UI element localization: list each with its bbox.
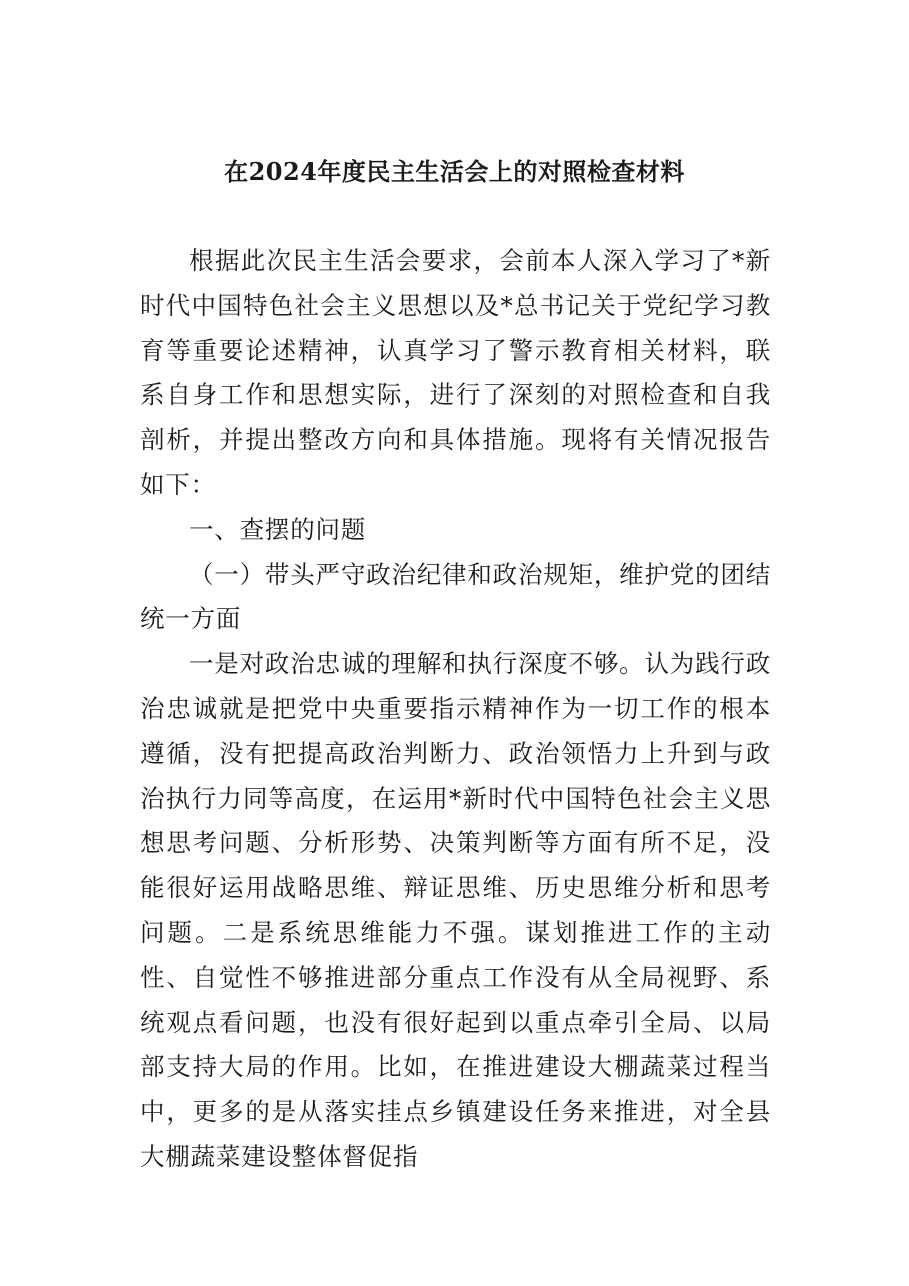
body-paragraph: 一是对政治忠诚的理解和执行深度不够。认为践行政治忠诚就是把党中央重要指示精神作为一切工作的根本遵循，没有把提高政治判断力、政治领悟力上升到与政治执行力同等高度，在运用*新时代中国特色社会主义思想思考问题、分析形势、决策判断等方面有所不足，没能很好运用战略思维、辩证思维、历史思维分析和思考问题。二是系统思维能力不强。谋划推进工作的主动性、自觉性不够推进部分重点工作没有从全局视野、系统观点看问题，也没有很好起到以重点牵引全局、以局部支持大局的作用。比如，在推进建设大棚蔬菜过程当中，更多的是从落实挂点乡镇建设任务来推进，对全县大棚蔬菜建设整体督促指 (140, 649, 771, 1171)
document-body (140, 239, 771, 1180)
section-heading: 一、查摆的问题 (189, 514, 367, 544)
subsection-heading: （一）带头严守政治纪律和政治规矩，维护党的团结统一方面 (140, 559, 771, 634)
document-title: 在2024年度民主生活会上的对照检查材料 (224, 157, 685, 186)
intro-paragraph: 根据此次民主生活会要求，会前本人深入学习了*新时代中国特色社会主义思想以及*总书记关于党纪学习教育等重要论述精神，认真学习了警示教育相关材料，联系自身工作和思想实际，进行了深刻的对照检查和自我剖析，并提出整改方向和具体措施。现将有关情况报告如下： (140, 246, 771, 499)
